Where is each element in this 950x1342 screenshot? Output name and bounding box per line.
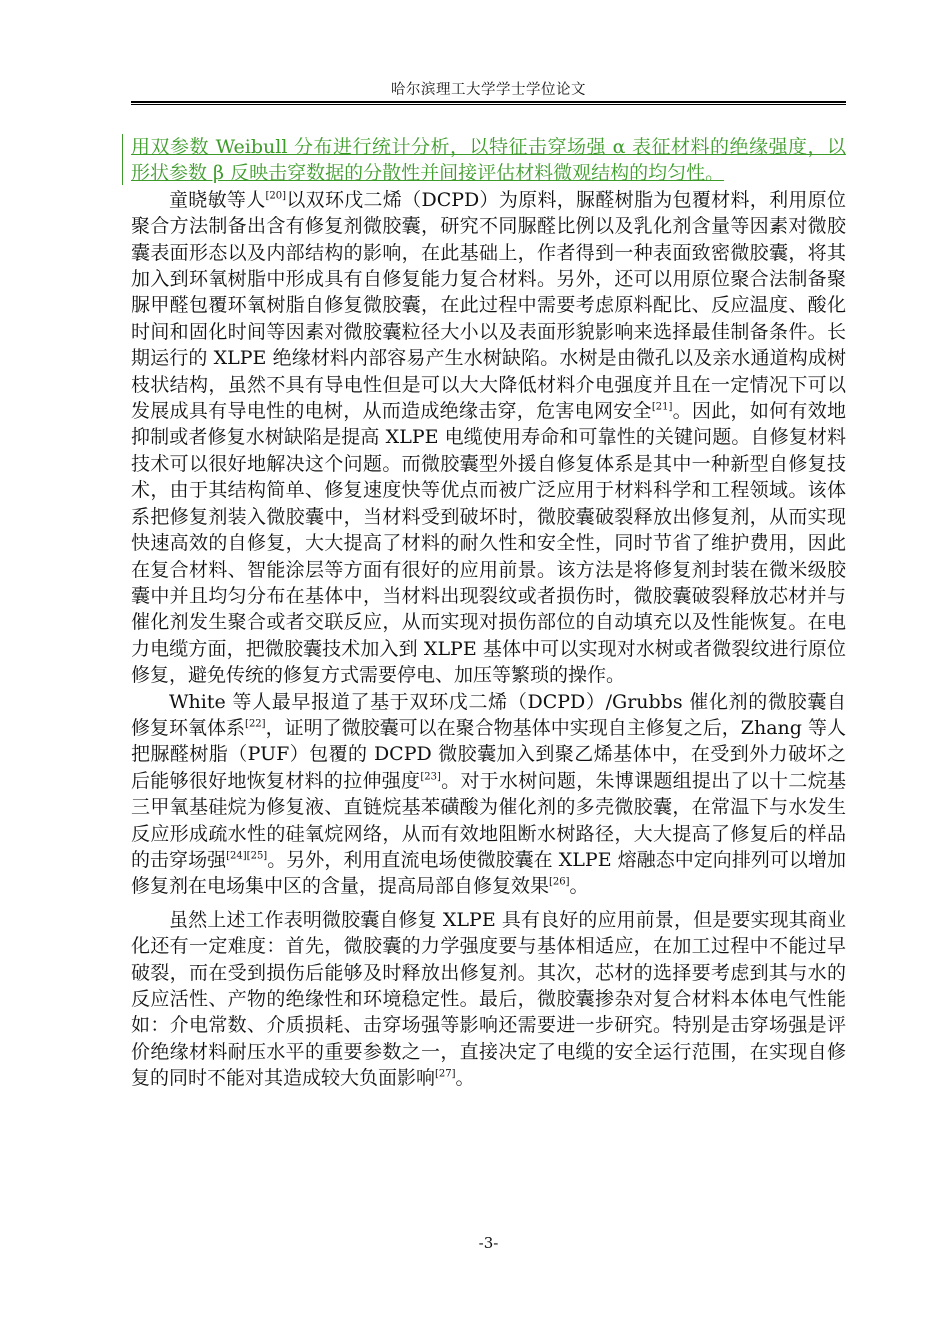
citation-24-25[interactable]: [24][25] bbox=[226, 850, 268, 862]
paragraph-spacer bbox=[131, 900, 846, 907]
document-body bbox=[131, 134, 846, 1092]
paragraph-1: 童晓敏等人[20]以双环戊二烯（DCPD）为原料，脲醛树脂为包覆材料，利用原位聚合方法制备出含有修复剂微胶囊，研究不同脲醛比例以及乳化剂含量等因素对微胶囊表面形态以及内部结构的影响，在此基础上，作者得到一种表面致密微胶囊，将其加入到环氧树脂中形成具有自修复能力复合材料。另外，还可以用原位聚合法制备聚脲甲醛包覆环氧树脂自修复微胶囊，在此过程中需要考虑原料配比、反应温度、酸化时间和固化时间等因素对微胶囊粒径大小以及表面形貌影响来选择最佳制备条件。长期运行的 XLPE 绝缘材料内部容易产生水树缺陷。水树是由微孔以及亲水通道构成树枝状结构，虽然不具有导电性但是可以大大降低材料介电强度并且在一定情况下可以发展成具有导电性的电树，从而造成绝缘击穿，危害电网安全[21]。因此，如何有效地抑制或者修复水树缺陷是提高 XLPE 电缆使用寿命和可靠性的关键问题。自修复材料技术可以很好地解决这个问题。而微胶囊型外援自修复体系是其中一种新型自修复技术，由于其结构简单、修复速度快等优点而被广泛应用于材料科学和工程领域。该体系把修复剂装入微胶囊中，当材料受到破坏时，微胶囊破裂释放出修复剂，从而实现快速高效的自修复，大大提高了材料的耐久性和安全性，同时节省了维护费用，因此在复合材料、智能涂层等方面有很好的应用前景。该方法是将修复剂封装在微米级胶囊中并且均匀分布在基体中，当材料出现裂纹或者损伤时，微胶囊破裂释放芯材并与催化剂发生聚合或者交联反应，从而实现对损伤部位的自动填充以及性能恢复。在电力电缆方面，把微胶囊技术加入到 XLPE 基体中可以实现对水树或者微裂纹进行原位修复，避免传统的修复方式需要停电、加压等繁琐的操作。 bbox=[131, 188, 846, 687]
citation-21[interactable]: [21] bbox=[651, 401, 673, 413]
page-number: -3- bbox=[478, 1234, 499, 1252]
header-rule-thin bbox=[131, 104, 846, 105]
citation-26[interactable]: [26] bbox=[549, 877, 570, 889]
header-rule-thick bbox=[131, 101, 846, 103]
paragraph-2: White 等人最早报道了基于双环戊二烯（DCPD）/Grubbs 催化剂的微胶囊自修复环氧体系[22]，证明了微胶囊可以在聚合物基体中实现自主修复之后，Zhang 等人把脲醛树脂（PUF）包覆的 DCPD 微胶囊加入到聚乙烯基体中，在受到外力破坏之后能够很好地恢复材料的拉伸强度[23]。对于水树问题，朱博课题组提出了以十二烷基三甲氧基硅烷为修复液、直链烷基苯磺酸为催化剂的多壳微胶囊，在常温下与水发生反应形成疏水性的硅氧烷网络，从而有效地阻断水树路径，大大提高了修复后的样品的击穿场强[24][25]。另外，利用直流电场使微胶囊在 XLPE 熔融态中定向排列可以增加修复剂在电场集中区的含量，提高局部自修复效果[26]。 bbox=[131, 690, 846, 898]
paragraph-3: 虽然上述工作表明微胶囊自修复 XLPE 具有良好的应用前景，但是要实现其商业化还有一定难度：首先，微胶囊的力学强度要与基体相适应，在加工过程中不能过早破裂，而在受到损伤后能够及时释放出修复剂。其次，芯材的选择要考虑到其与水的反应活性、产物的绝缘性和环境稳定性。最后，微胶囊掺杂对复合材料本体电气性能如：介电常数、介质损耗、击穿场强等影响还需要进一步研究。特别是击穿场强是评价绝缘材料耐压水平的重要参数之一，直接决定了电缆的安全运行范围，在实现自修复的同时不能对其造成较大负面影响[27]。 bbox=[131, 908, 846, 1090]
citation-22[interactable]: [22] bbox=[245, 718, 266, 730]
tracked-insertion bbox=[131, 134, 846, 187]
citation-20[interactable]: [20] bbox=[265, 190, 287, 202]
inserted-text: 用双参数 Weibull 分布进行统计分析，以特征击穿场强 α 表征材料的绝缘强度，以形状参数 β 反映击穿数据的分散性并间接评估材料微观结构的均匀性。 bbox=[131, 134, 846, 187]
citation-23[interactable]: [23] bbox=[420, 771, 441, 783]
citation-27[interactable]: [27] bbox=[435, 1068, 456, 1080]
running-header: 哈尔滨理工大学学士学位论文 bbox=[391, 82, 586, 98]
